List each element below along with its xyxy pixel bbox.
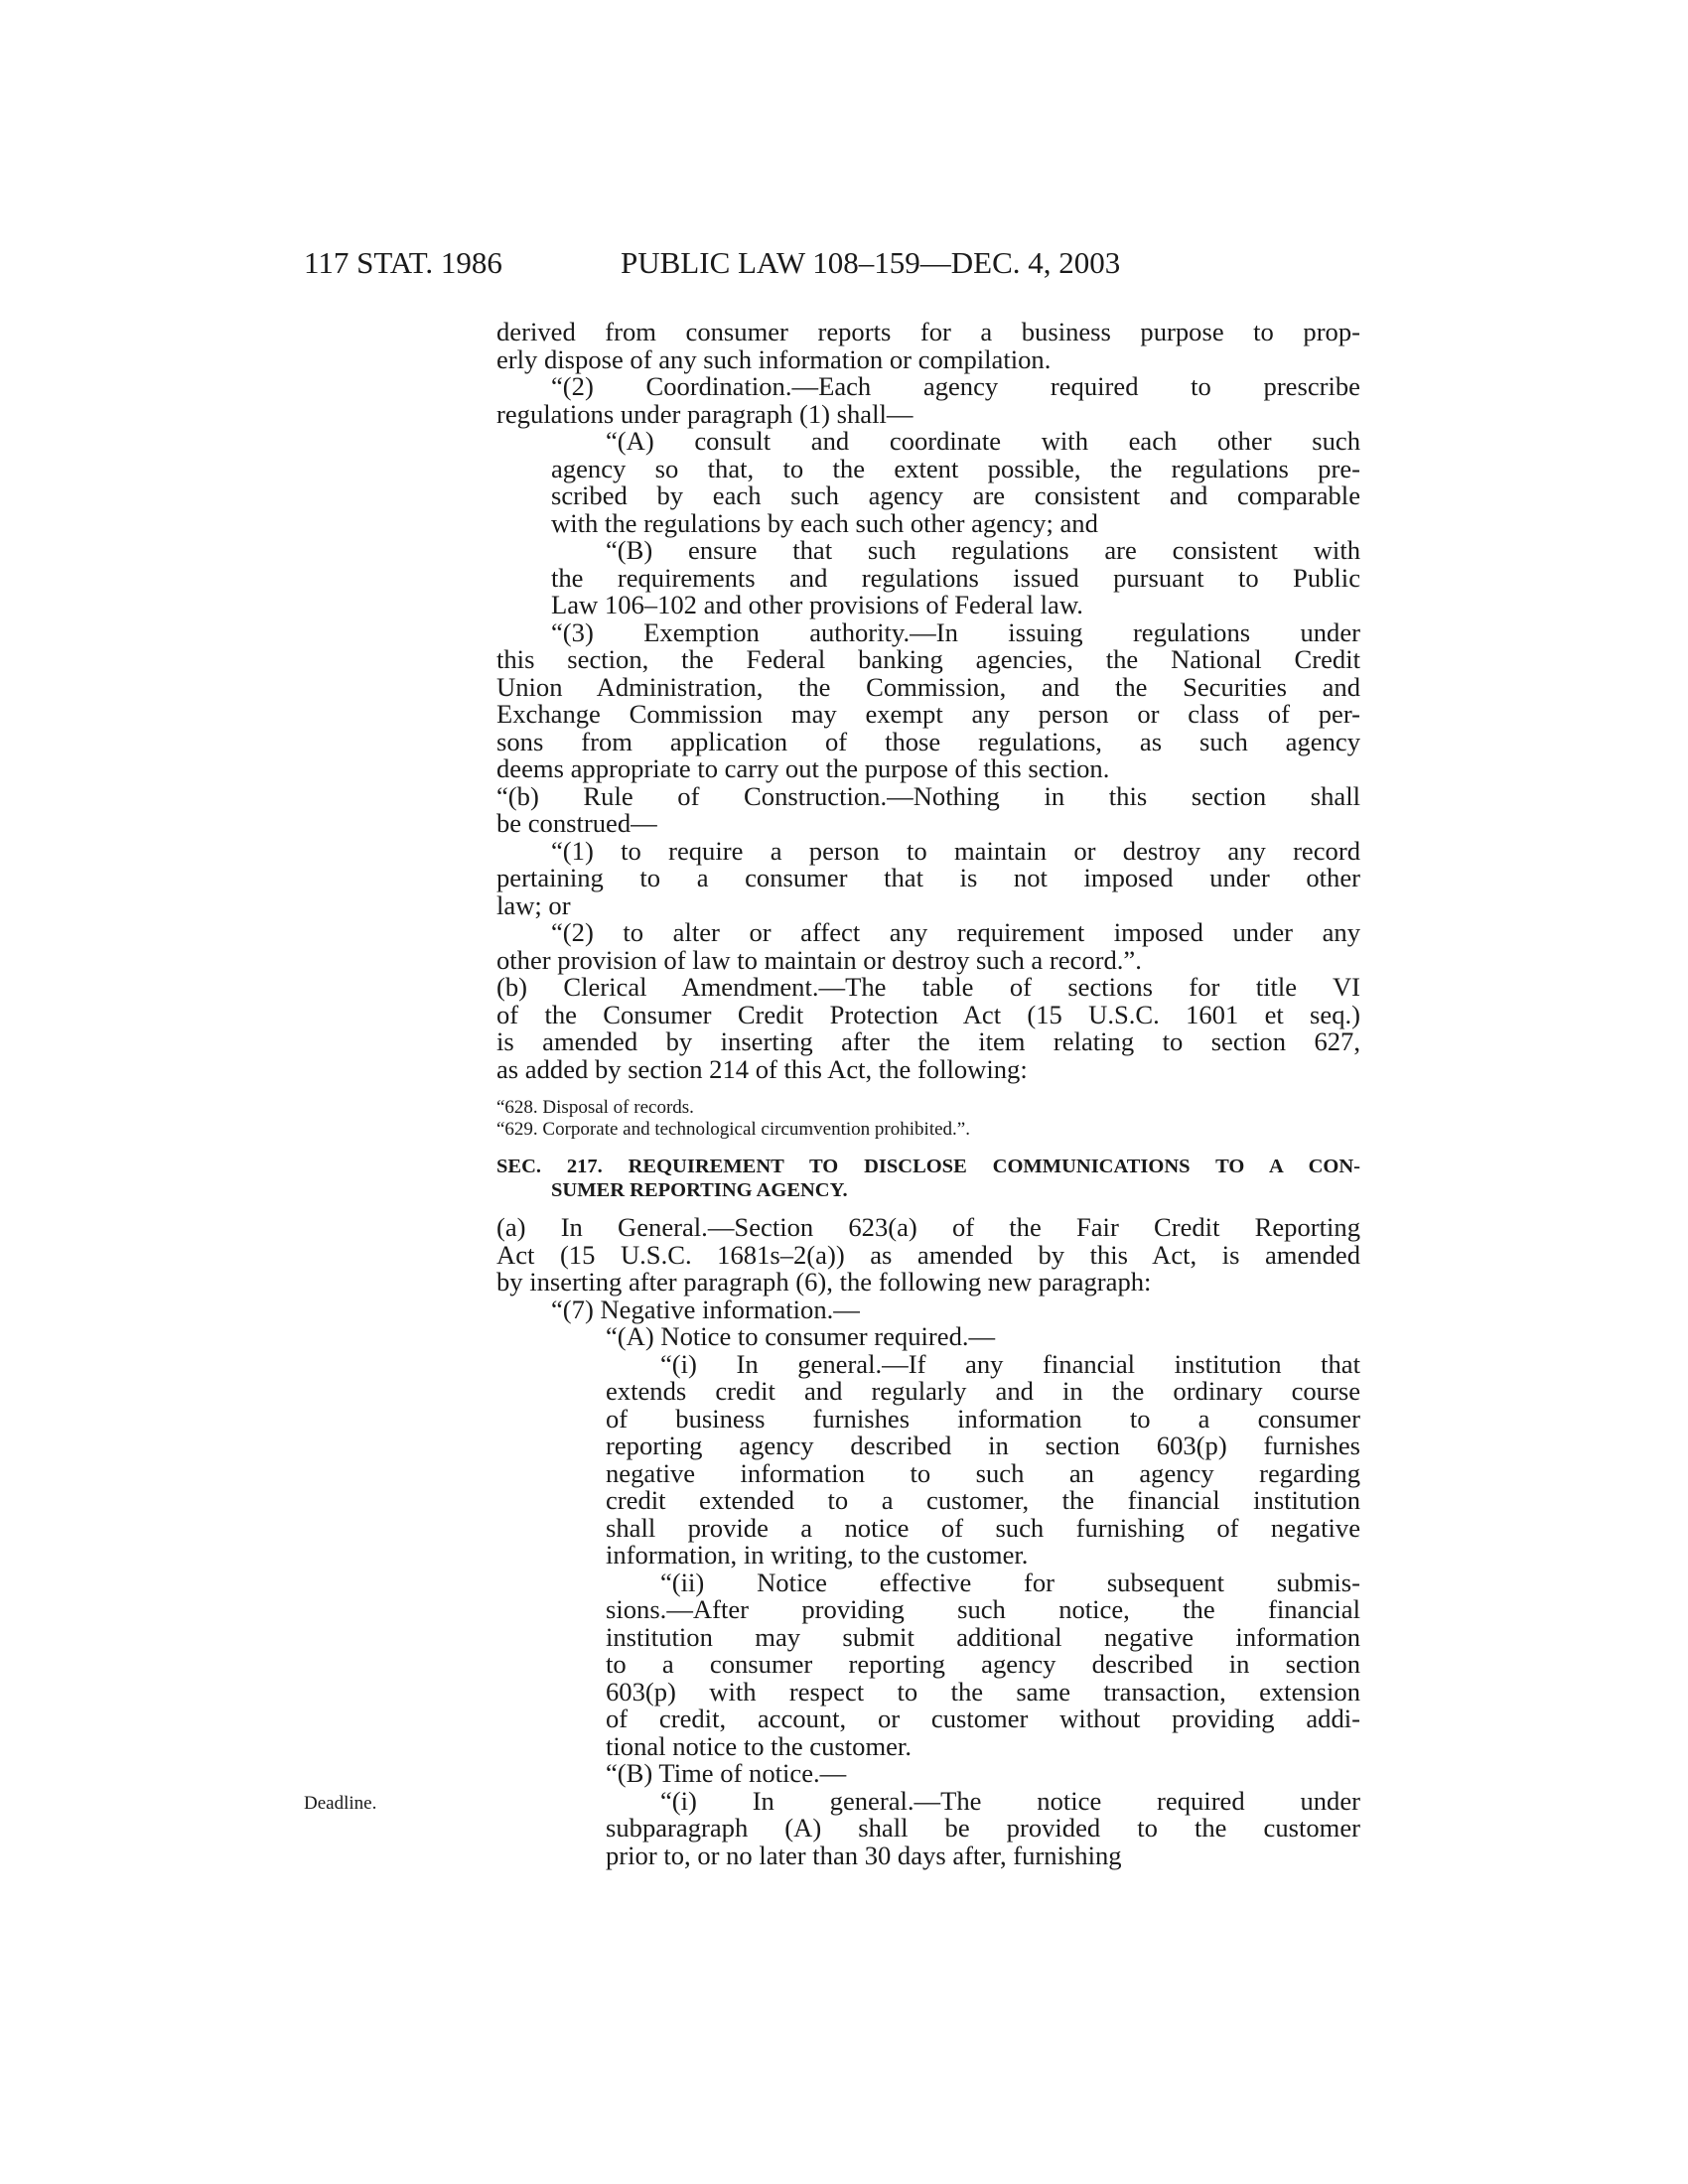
text-line: Union Administration, the Commission, and the Securities and [496, 671, 1360, 702]
paragraph [496, 1294, 1360, 1324]
text-line: “(ii) Notice effective for subsequent submis- [660, 1567, 1360, 1597]
text-block-2 [496, 1214, 1360, 1869]
section-heading-line: SEC. 217. REQUIREMENT TO DISCLOSE COMMUNICATIONS TO A CON- [496, 1156, 1360, 1177]
paragraph [496, 780, 1360, 838]
paragraph [496, 835, 1360, 920]
text-line: “(B) Time of notice.— [606, 1758, 847, 1788]
text-line: “(3) Exemption authority.—In issuing regulations under [551, 616, 1360, 647]
running-header: PUBLIC LAW 108–159—DEC. 4, 2003 [621, 245, 1121, 280]
text-line: erly dispose of any such information or compilation. [496, 343, 1052, 374]
paragraph [496, 919, 1360, 974]
text-line: by inserting after paragraph (6), the following new paragraph: [496, 1267, 1152, 1297]
text-line: “(A) Notice to consumer required.— [606, 1321, 996, 1351]
page-stat-number: 117 STAT. 1986 [304, 245, 502, 280]
section-heading [496, 1155, 1360, 1202]
text-line: (b) Clerical Amendment.—The table of sections for title VI [496, 972, 1360, 1002]
text-line: tional notice to the customer. [606, 1730, 912, 1761]
text-line: 603(p) with respect to the same transaction, extension [606, 1676, 1360, 1706]
text-line: scribed by each such agency are consistent and comparable [551, 480, 1360, 510]
paragraph [496, 616, 1360, 783]
text-line: of credit, account, or customer without providing addi- [606, 1704, 1360, 1733]
text-line: law; or [496, 889, 571, 920]
text-line: institution may submit additional negative information [606, 1621, 1360, 1652]
text-line: sons from application of those regulations, as such agency [496, 726, 1360, 756]
paragraph [496, 428, 1360, 537]
paragraph [496, 1348, 1360, 1570]
text-line: Exchange Commission may exempt any person or class of per- [496, 699, 1360, 729]
paragraph [496, 319, 1360, 373]
section-heading-line: SUMER REPORTING AGENCY. [551, 1179, 848, 1201]
text-line: information, in writing, to the customer. [606, 1540, 1029, 1570]
paragraph [496, 1323, 1360, 1351]
text-line: “(b) Rule of Construction.—Nothing in this section shall [496, 780, 1360, 811]
text-line: “(i) In general.—If any financial institution that [660, 1348, 1360, 1379]
text-line: this section, the Federal banking agencies, the National Credit [496, 644, 1360, 674]
text-line: to a consumer reporting agency described in section [606, 1649, 1360, 1679]
text-line: extends credit and regularly and in the ordinary course [606, 1376, 1360, 1406]
text-line: pertaining to a consumer that is not imposed under other [496, 863, 1360, 892]
text-line: deems appropriate to carry out the purpose of this section. [496, 753, 1110, 783]
text-line: subparagraph (A) shall be provided to the customer [606, 1813, 1360, 1843]
paragraph [496, 1785, 1360, 1870]
toc-item: “628. Disposal of records. [496, 1097, 694, 1118]
text-line: “(A) consult and coordinate with each other such [606, 426, 1360, 456]
text-line: “(1) to require a person to maintain or destroy any record [551, 835, 1360, 866]
text-block-1 [496, 319, 1360, 1083]
text-line: of the Consumer Credit Protection Act (15 U.S.C. 1601 et seq.) [496, 999, 1360, 1029]
paragraph [496, 373, 1360, 428]
text-line: “(2) to alter or affect any requirement imposed under any [551, 917, 1360, 947]
paragraph [496, 1567, 1360, 1761]
text-line: be construed— [496, 808, 657, 838]
text-line: as added by section 214 of this Act, the following: [496, 1053, 1028, 1084]
paragraph [496, 974, 1360, 1083]
paragraph [496, 1214, 1360, 1297]
text-line: sions.—After providing such notice, the financial [606, 1594, 1360, 1624]
text-line: Act (15 U.S.C. 1681s–2(a)) as amended by this Act, is amended [496, 1239, 1360, 1270]
text-line: reporting agency described in section 603(p) furnishes [606, 1431, 1360, 1460]
margin-note: Deadline. [304, 1793, 377, 1814]
text-line: “(i) In general.—The notice required under [660, 1785, 1360, 1816]
text-line: shall provide a notice of such furnishing of negative [606, 1512, 1360, 1543]
text-line: with the regulations by each such other agency; and [551, 507, 1098, 538]
text-line: prior to, or no later than 30 days after, furnishing [606, 1840, 1122, 1870]
text-line: Law 106–102 and other provisions of Federal law. [551, 590, 1083, 619]
text-line: the requirements and regulations issued pursuant to Public [551, 562, 1360, 593]
text-line: “(2) Coordination.—Each agency required to prescribe [551, 371, 1360, 401]
text-line: “(7) Negative information.— [551, 1294, 860, 1324]
toc-item: “629. Corporate and technological circumvention prohibited.”. [496, 1119, 970, 1140]
text-line: derived from consumer reports for a business purpose to prop- [496, 317, 1360, 346]
text-line: is amended by inserting after the item relating to section 627, [496, 1026, 1360, 1056]
text-line: other provision of law to maintain or destroy such a record.”. [496, 944, 1142, 975]
table-of-sections-insert [496, 1097, 1360, 1141]
text-line: of business furnishes information to a consumer [606, 1403, 1360, 1433]
paragraph [496, 1760, 1360, 1788]
text-line: agency so that, to the extent possible, the regulations pre- [551, 453, 1360, 483]
text-line: (a) In General.—Section 623(a) of the Fair Credit Reporting [496, 1212, 1360, 1242]
text-line: “(B) ensure that such regulations are consistent with [606, 535, 1360, 565]
text-line: negative information to such an agency regarding [606, 1457, 1360, 1488]
document-body [496, 319, 1360, 1869]
text-line: credit extended to a customer, the financial institution [606, 1485, 1360, 1515]
paragraph [496, 537, 1360, 619]
text-line: regulations under paragraph (1) shall— [496, 398, 914, 429]
